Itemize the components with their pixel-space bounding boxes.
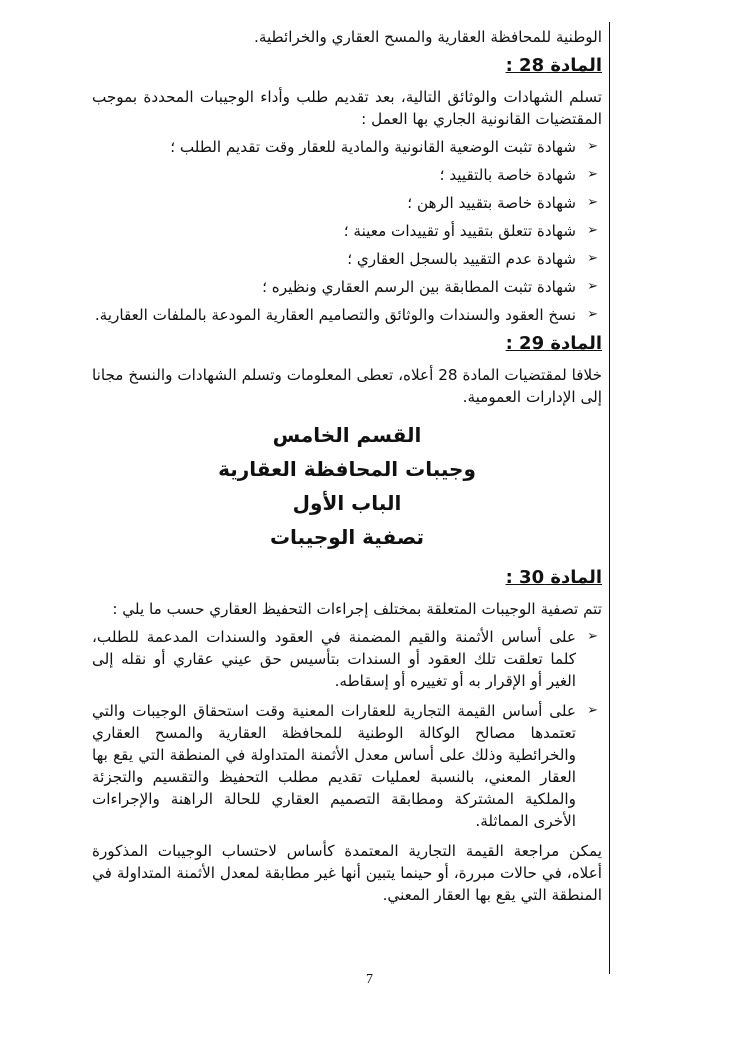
article-29-text: خلافا لمقتضيات المادة 28 أعلاه، تعطى المعلومات وتسلم الشهادات والنسخ مجانا إلى الإدارات العمومية. xyxy=(92,366,602,406)
arrow-bullet-icon: ➢ xyxy=(587,251,598,266)
list-item: ➢ شهادة عدم التقييد بالسجل العقاري ؛ xyxy=(347,250,598,268)
page-number: 7 xyxy=(366,972,373,987)
section-heading: القسم الخامس xyxy=(272,423,422,447)
arrow-bullet-icon: ➢ xyxy=(587,629,598,644)
list-item: ➢ شهادة تثبت الوضعية القانونية والمادية للعقار وقت تقديم الطلب ؛ xyxy=(170,138,598,156)
list-item: ➢ على أساس الأثمنة والقيم المضمنة في العقود والسندات المدعمة للطلب، كلما تعلقت تلك العقود أو السندات بتأسيس حق عيني عقاري أو نقله إلى الغير أو الإقرار به أو تغييره أو إسقاطه. xyxy=(92,628,598,690)
list-item: ➢ على أساس القيمة التجارية للعقارات المعنية وقت استحقاق الوجيبات والتي تعتمدها مصالح الوكالة الوطنية للمحافظة العقارية والمسح العقاري والخرائطية وذلك على أساس معدل الأثمنة المتداولة في المنطقة التي يقع بها العقار المعني، بالنسبة لعمليات تقديم مطلب التحفيظ والتقسيم والتجزئة والملكية المشتركة ومطابقة التصميم العقاري للحالة الراهنة والإجراءات الأخرى المماثلة. xyxy=(92,702,598,830)
arrow-bullet-icon: ➢ xyxy=(587,139,598,154)
right-margin-rule xyxy=(609,22,610,974)
list-item: ➢ شهادة خاصة بتقييد الرهن ؛ xyxy=(407,194,598,212)
section-headings xyxy=(92,420,602,552)
arrow-bullet-icon: ➢ xyxy=(587,195,598,210)
article-30-list xyxy=(92,626,602,832)
list-item: ➢ شهادة تثبت المطابقة بين الرسم العقاري ونظيره ؛ xyxy=(262,278,598,296)
list-item: ➢ شهادة خاصة بالتقييد ؛ xyxy=(439,166,598,184)
section-title: وجيبات المحافظة العقارية xyxy=(218,457,476,481)
article-29-title: المادة 29 : xyxy=(505,333,602,354)
article-30-title: المادة 30 : xyxy=(505,567,602,588)
arrow-bullet-icon: ➢ xyxy=(587,167,598,182)
continued-text: الوطنية للمحافظة العقارية والمسح العقاري والخرائطية. xyxy=(254,28,602,46)
chapter-title: تصفية الوجيبات xyxy=(269,525,425,549)
arrow-bullet-icon: ➢ xyxy=(587,223,598,238)
article-30-intro: تتم تصفية الوجيبات المتعلقة بمختلف إجراءات التحفيظ العقاري حسب ما يلي : xyxy=(112,600,602,618)
article-30-closing: يمكن مراجعة القيمة التجارية المعتمدة كأساس لاحتساب الوجيبات المذكورة أعلاه، في حالات مبررة، أو حينما يتبين أنها غير مطابقة لمعدل الأثمنة المتداولة في المنطقة التي يقع بها العقار المعني. xyxy=(92,842,602,904)
arrow-bullet-icon: ➢ xyxy=(587,703,598,718)
article-28-list xyxy=(92,136,602,326)
page-content xyxy=(92,26,602,906)
list-item: ➢ نسخ العقود والسندات والوثائق والتصاميم العقارية المودعة بالملفات العقارية. xyxy=(94,306,598,324)
list-item: ➢ شهادة تتعلق بتقييد أو تقييدات معينة ؛ xyxy=(343,222,598,240)
chapter-heading: الباب الأول xyxy=(292,491,402,515)
article-28-intro: تسلم الشهادات والوثائق التالية، بعد تقديم طلب وأداء الوجيبات المحددة بموجب المقتضيات القانونية الجاري بها العمل : xyxy=(92,88,602,128)
article-28-title: المادة 28 : xyxy=(505,55,602,76)
arrow-bullet-icon: ➢ xyxy=(587,279,598,294)
arrow-bullet-icon: ➢ xyxy=(587,307,598,322)
